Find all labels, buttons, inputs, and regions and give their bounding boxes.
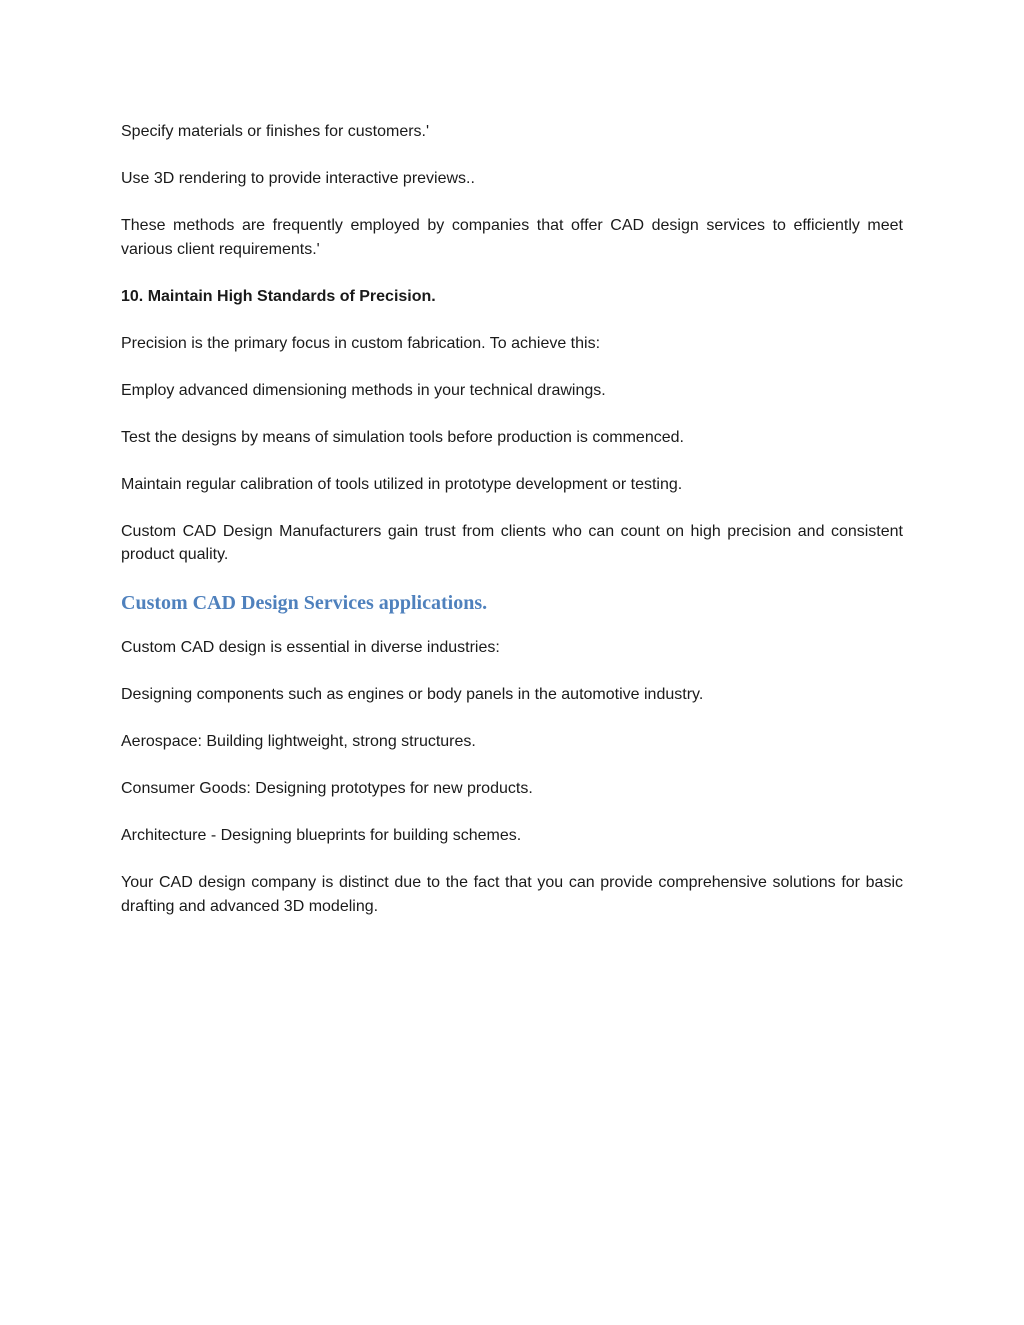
paragraph: Test the designs by means of simulation tools before production is commenced. [121, 428, 684, 446]
paragraph: Use 3D rendering to provide interactive previews.. [121, 170, 475, 187]
paragraph: These methods are frequently employed by companies that offer CAD design services to efficiently meet various client requirements.' [121, 217, 903, 258]
section-title: 10. Maintain High Standards of Precision. [121, 287, 436, 305]
paragraph: Aerospace: Building lightweight, strong structures. [121, 733, 476, 750]
paragraph: Your CAD design company is distinct due to the fact that you can provide comprehensive solutions for basic drafting and advanced 3D modeling. [121, 874, 903, 915]
paragraph: Custom CAD Design Manufacturers gain trust from clients who can count on high precision and consistent product quality. [121, 522, 903, 563]
paragraph: Maintain regular calibration of tools utilized in prototype development or testing. [121, 475, 683, 493]
paragraph: Specify materials or finishes for customers.' [121, 123, 430, 140]
applications-heading: Custom CAD Design Services applications. [121, 592, 488, 614]
paragraph: Designing components such as engines or body panels in the automotive industry. [121, 686, 704, 703]
paragraph: Architecture - Designing blueprints for building schemes. [121, 827, 522, 844]
paragraph: Custom CAD design is essential in diverse industries: [121, 639, 500, 656]
paragraph: Consumer Goods: Designing prototypes for new products. [121, 780, 533, 797]
document-body [121, 120, 903, 942]
paragraph: Employ advanced dimensioning methods in your technical drawings. [121, 381, 606, 399]
paragraph: Precision is the primary focus in custom fabrication. To achieve this: [121, 334, 601, 352]
